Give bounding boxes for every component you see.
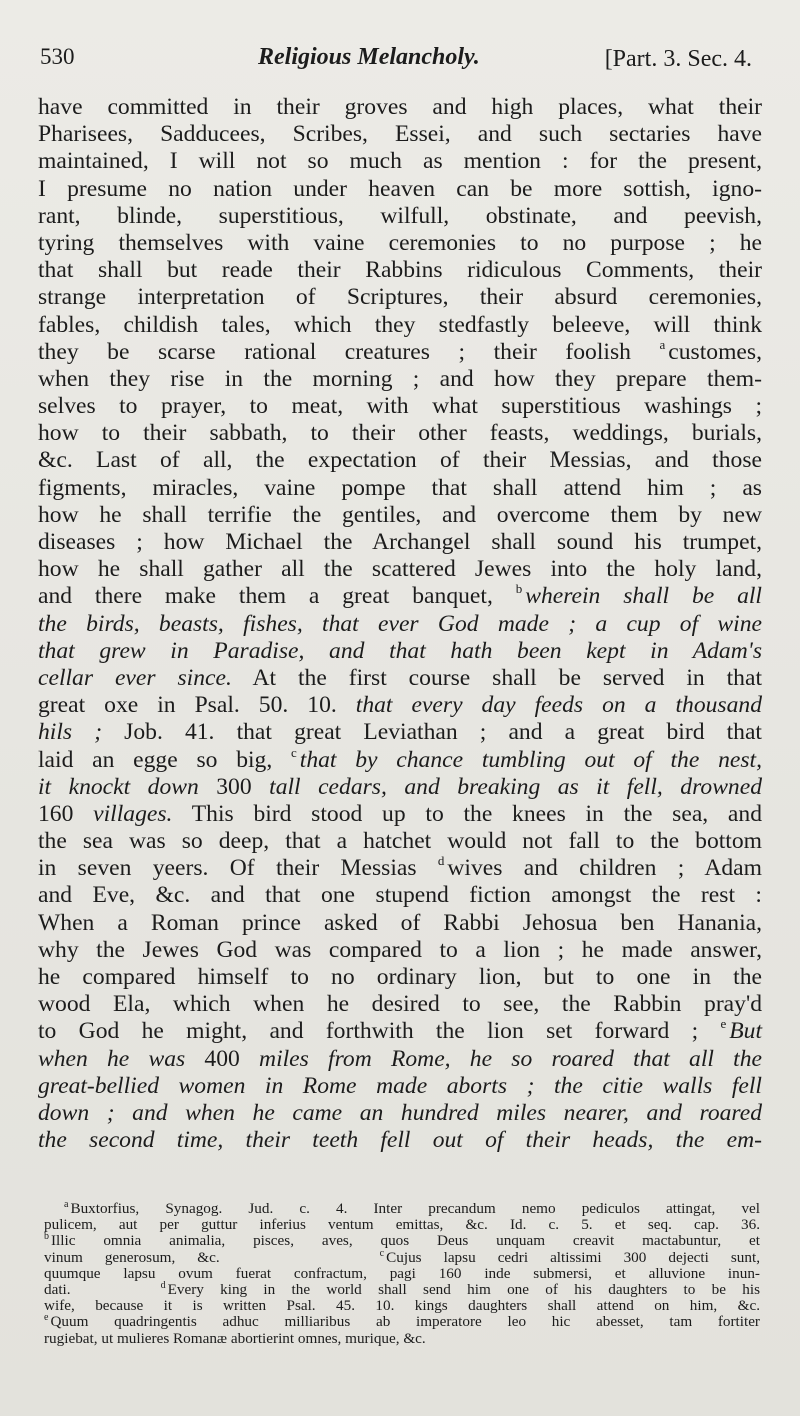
section-reference: [Part. 3. Sec. 4. [604, 46, 752, 72]
text-line: have committed in their groves and high places, what their [38, 94, 762, 120]
text-line: hils ; Job. 41. that great Leviathan ; and a great bird that [38, 719, 762, 746]
footnote-line: rugiebat, ut mulieres Romanæ abortierint omnes, murique, &c. [44, 1329, 426, 1347]
footnote-marker: d [437, 853, 445, 869]
page-header [40, 44, 760, 78]
text-line: laid an egge so big, $^c$ that by chance tumbling out of the nest, [38, 744, 762, 773]
text-line: the second time, their teeth fell out of their heads, the em- [38, 1127, 762, 1154]
text-line: how to their sabbath, to their other feasts, weddings, burials, [38, 420, 762, 447]
text-line: tyring themselves with vaine ceremonies to no purpose ; he [38, 229, 762, 256]
text-line: he compared himself to no ordinary lion, but to one in the [38, 964, 762, 990]
footnote-marker: e [720, 1016, 727, 1032]
text-line: strange interpretation of Scriptures, their absurd ceremonies, [38, 284, 762, 311]
text-line: that shall but reade their Rabbins ridiculous Comments, their [38, 257, 762, 284]
text-line: &c. Last of all, the expectation of their Messias, and those [38, 447, 762, 474]
text-line: great-bellied women in Rome made aborts ; the citie walls fell [38, 1072, 762, 1099]
text-line: the birds, beasts, fishes, that ever God made ; a cup of wine [38, 610, 762, 637]
footnote-marker: c [291, 744, 297, 760]
text-line: and Eve, &c. and that one stupend fiction amongst the rest : [38, 882, 762, 909]
text-line: when they rise in the morning ; and how they prepare them- [38, 365, 762, 392]
footnote-line: $^e$ Quum quadringentis adhuc milliaribus ab imperatore leo hic abesset, tam fortiter [44, 1312, 760, 1331]
text-line: I presume no nation under heaven can be more sottish, igno- [38, 175, 762, 202]
text-line: to God he might, and forthwith the lion set forward ; $^e$ But [38, 1016, 762, 1045]
footnotes [44, 1201, 760, 1347]
text-line: when he was 400 miles from Rome, he so roared that all the [38, 1045, 762, 1072]
footnote-marker: a [659, 336, 666, 352]
main-text [38, 94, 762, 1154]
text-line: When a Roman prince asked of Rabbi Jehosua ben Hanania, [38, 909, 762, 936]
text-line: it knockt down 300 tall cedars, and breaking as it fell, drowned [38, 773, 762, 800]
footnote-line: quumque lapsu ovum fuerat confractum, pagi 160 inde submersi, et alluvione inun- [44, 1264, 760, 1282]
text-line: down ; and when he came an hundred miles nearer, and roared [38, 1099, 762, 1126]
footnote-line: $^a$ Buxtorfius, Synagog. Jud. c. 4. Inter precandum nemo pediculos attingat, vel [64, 1199, 760, 1217]
text-line: and there make them a great banquet, $^b$ wherein shall be all [38, 581, 762, 610]
text-line: wood Ela, which when he desired to see, the Rabbin pray'd [38, 991, 762, 1018]
text-line: rant, blinde, superstitious, wilfull, obstinate, and peevish, [38, 202, 762, 229]
footnote-line: $^b$ Illic omnia animalia, pisces, aves, quos Deus unquam creavit mactabuntur, et [44, 1231, 760, 1250]
footnote-line: wife, because it is written Psal. 45. 10. kings daughters shall attend on him, &c. [44, 1297, 760, 1315]
text-line: in seven yeers. Of their Messias $^d$ wives and children ; Adam [38, 853, 763, 882]
text-line: fables, childish tales, which they stedfastly beleeve, will think [38, 311, 762, 338]
footnote-line: pulicem, aut per guttur inferius ventum emittas, &c. Id. c. 5. et seq. cap. 36. [44, 1216, 760, 1234]
footnote-marker: b [515, 581, 523, 597]
text-line: figments, miracles, vaine pompe that shall attend him ; as [38, 474, 762, 501]
text-line: maintained, I will not so much as mention : for the present, [38, 148, 762, 175]
text-line: the sea was so deep, that a hatchet would not fall to the bottom [38, 828, 762, 855]
text-line: why the Jewes God was compared to a lion ; he made answer, [38, 936, 762, 963]
text-line: they be scarse rational creatures ; their foolish $^a$ customes, [38, 336, 762, 365]
footnote-line: vinum generosum, &c. $^c$ Cujus lapsu cedri altissimi 300 dejecti sunt, [44, 1247, 761, 1266]
running-title: Religious Melancholy. [258, 44, 480, 70]
text-line: selves to prayer, to meat, with what superstitious washings ; [38, 393, 762, 420]
text-line: 160 villages. This bird stood up to the knees in the sea, and [38, 800, 762, 827]
text-line: diseases ; how Michael the Archangel shall sound his trumpet, [38, 529, 762, 555]
text-line: great oxe in Psal. 50. 10. that every day feeds on a thousand [38, 692, 762, 719]
text-line: that grew in Paradise, and that hath been kept in Adam's [38, 637, 762, 664]
footnote-line: dati. $^d$ Every king in the world shall send him one of his daughters to be his [44, 1279, 760, 1298]
text-line: Pharisees, Sadducees, Scribes, Essei, and such sectaries have [38, 121, 762, 148]
text-line: how he shall terrifie the gentiles, and overcome them by new [38, 501, 762, 528]
page-number: 530 [40, 44, 75, 69]
text-line: how he shall gather all the scattered Jewes into the holy land, [38, 556, 762, 583]
text-line: cellar ever since. At the first course shall be served in that [38, 664, 762, 691]
